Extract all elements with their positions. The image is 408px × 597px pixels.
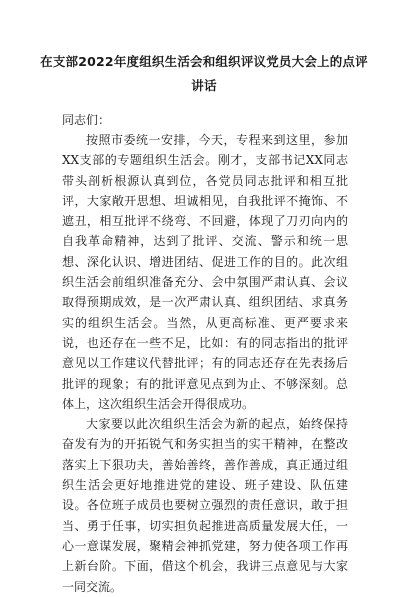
paragraph-1: 按照市委统一安排，今天，专程来到这里，参加XX支部的专题组织生活会。刚才，支部书记XX同志带头剖析根源认真到位，各党员同志批评和相互批评，大家敞开思想、坦诚相见，自我批评不掩饰、不遮丑，相互批评不绕弯、不回避，体现了刀刃向内的自我革命精神，达到了批评、交流、警示和统一思想、深化认识、增进团结、促进工作的目的。此次组织生活会前组织准备充分、会中氛围严肃认真、会议取得预期成效，是一次严肃认真、组织团结、求真务实的组织生活会。当然，从更高标准、更严要求来说，也还存在一些不足，比如：有的同志指出的批评意见以工作建议代替批评；有的同志还存在先表扬后批评的现象；有的批评意见点到为止、不够深刻。总体上，这次组织生活会开得很成功。: [62, 133, 348, 411]
paragraph-2: 大家要以此次组织生活会为新的起点，始终保持奋发有为的开拓锐气和务实担当的实干精神，在整改落实上下狠功夫，善始善终，善作善成，真正通过组织生活会更好地推进党的建设、班子建设、队伍建设。各位班子成员也要树立强烈的责任意识，敢于担当、勇于任事，切实担负起推进高质量发展大任，一心一意谋发展，聚精会神抓党建，努力使各项工作再上新台阶。下面，借这个机会，我讲三点意见与大家一同交流。: [62, 417, 348, 594]
document-title: 在支部2022年度组织生活会和组织评议党员大会上的点评讲话: [40, 54, 368, 93]
salutation: 同志们：: [62, 113, 111, 127]
document-body: [62, 130, 348, 597]
